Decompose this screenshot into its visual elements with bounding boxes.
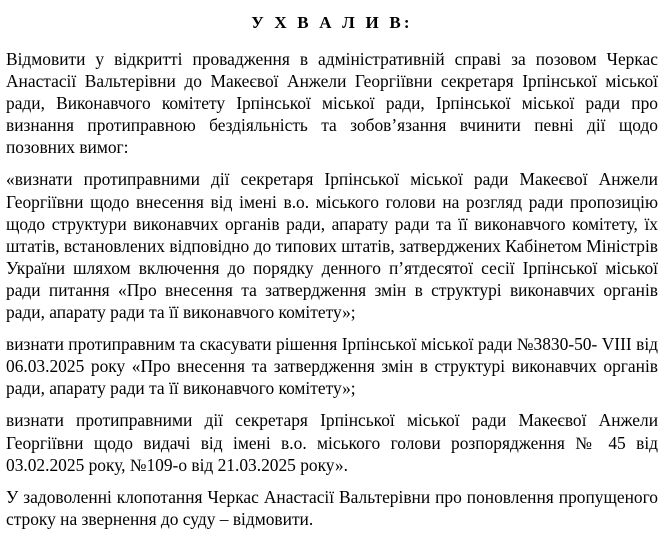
- resolution-heading: У Х В А Л И В:: [251, 13, 413, 32]
- paragraph-claim-actions: «визнати протиправними дії секретаря Ірпінської міської ради Макеєвої Анжели Георгіївни щодо внесення від імені в.о. міського голови на розгляд ради пропозицію щодо структури виконавчих органів ради, апарату ради та її виконавчого комітету, їх штатів, встановлених відповідно до типових штатів, затверджених Кабінетом Міністрів України шляхом включення до порядку денного п’ятдесятої сесії Ірпінської міської ради питання «Про внесення та затвердження змін в структурі виконавчих органів ради, апарату ради та її виконавчого комітету»;: [6, 169, 658, 323]
- paragraph-claim-orders: визнати протиправними дії секретаря Ірпінської міської ради Макеєвої Анжели Георгіївни щодо видачі від імені в.о. міського голови розпорядження № 45 від 03.02.2025 року, №109-о від 21.03.2025 року».: [6, 410, 658, 475]
- paragraph-refusal: Відмовити у відкритті провадження в адміністративній справі за позовом Черкас Анастасії Вальтерівни до Макеєвої Анжели Георгіївни секретаря Ірпінської міської ради, Виконавчого комітету Ірпінської міської ради, Ірпінської міської ради про визнання протиправною бездіяльність та зобов’язання вчинити певні дії щодо позовних вимог:: [6, 49, 658, 158]
- document-page: [6, 0, 658, 530]
- paragraph-motion-refusal: У задоволенні клопотання Черкас Анастасії Вальтерівни про поновлення пропущеного строку на звернення до суду – відмовити.: [6, 486, 658, 529]
- paragraph-claim-decision: визнати протиправним та скасувати рішення Ірпінської міської ради №3830-50- VIII від 06.03.2025 року «Про внесення та затвердження змін в структурі виконавчих органів ради, апарату ради та її виконавчого комітету»;: [6, 334, 658, 399]
